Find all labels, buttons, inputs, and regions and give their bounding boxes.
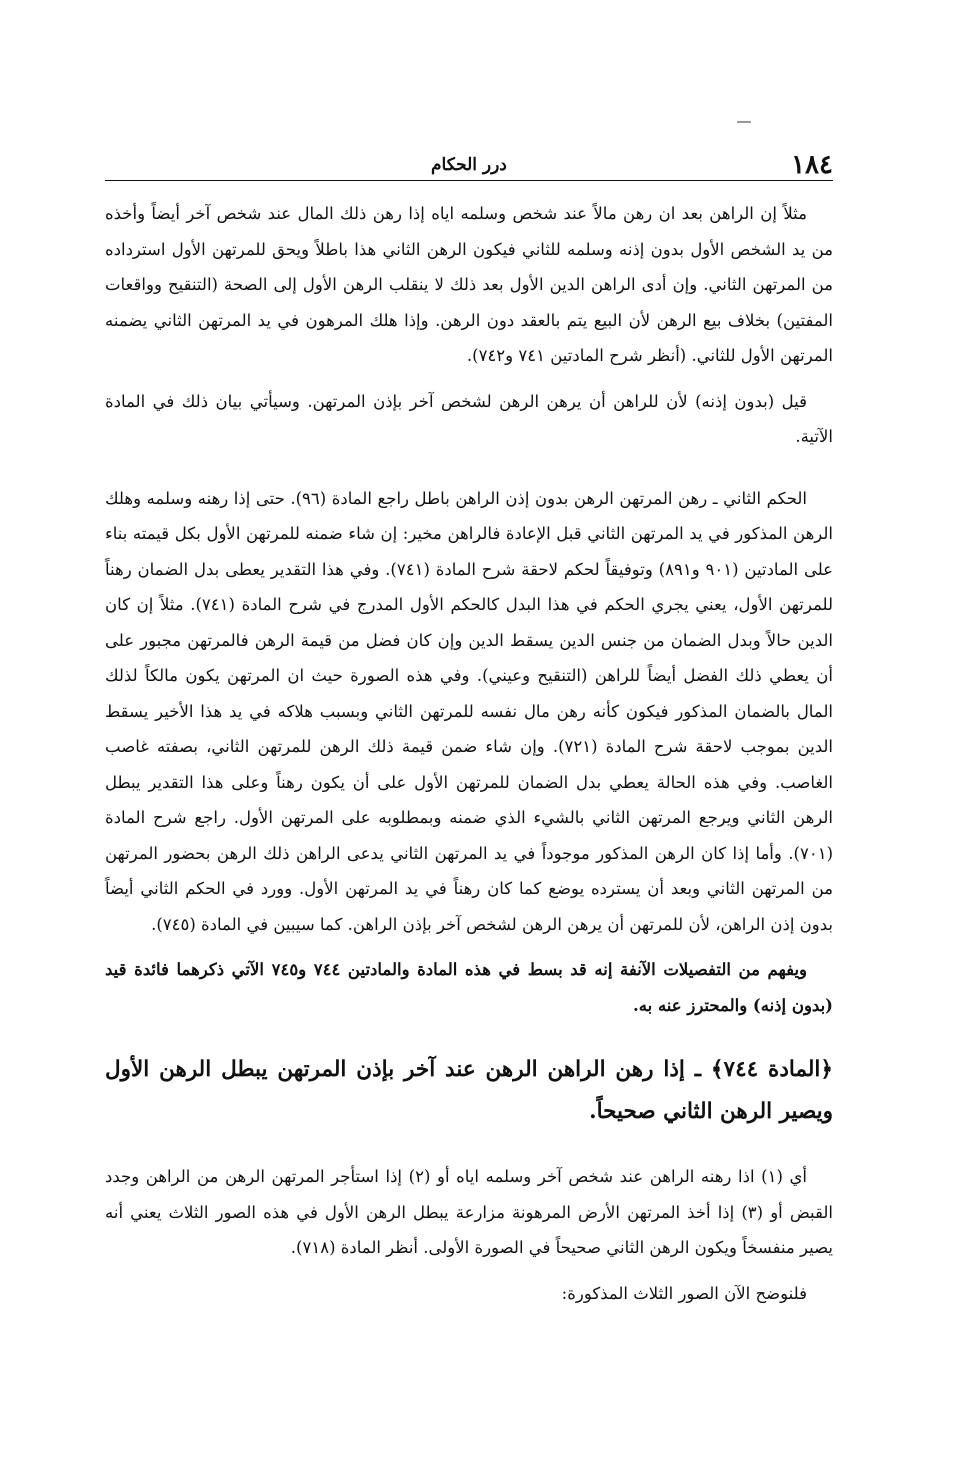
running-title: درر الحكام: [431, 155, 507, 175]
paragraph-note: قيل (بدون إذنه) لأن للراهن أن يرهن الرهن لشخص آخر بإذن المرتهن. وسيأتي بيان ذلك في المادة الآتية.: [105, 391, 833, 446]
scan-mark: [737, 121, 751, 123]
page-body: [105, 196, 833, 1311]
page-number: ١٨٤: [791, 150, 833, 180]
paragraph-example: مثلاً إن الراهن بعد ان رهن مالاً عند شخص وسلمه اياه إذا رهن ذلك المال عند شخص آخر أيضاً وأخذه من يد الشخص الأول بدون إذنه وسلمه للثاني فيكون الرهن الثاني هذا باطلاً ويحق للمرتهن الأول استرداده من المرتهن الثاني. وإن أدى الراهن الدين الأول بعد ذلك لا ينقلب الرهن الأول إلى الصحة (التنقيح وواقعات المفتين) بخلاف بيع الرهن لأن البيع يتم بالعقد دون الرهن. وإذا هلك المرهون في يد المرتهن الثاني يضمنه المرتهن الأول للثاني. (أنظر شرح المادتين ٧٤١ و٧٤٢).: [105, 204, 833, 365]
paragraph-conclusion: ويفهم من التفصيلات الآنفة إنه قد بسط في هذه المادة والمادتين ٧٤٤ و٧٤٥ الآتي ذكرهما فائدة قيد (بدون إذنه) والمحترز عنه به.: [105, 960, 833, 1015]
page-header: [105, 150, 833, 181]
paragraph-second-ruling: الحكم الثاني ـ رهن المرتهن الرهن بدون إذن الراهن باطل راجع المادة (٩٦). حتى إذا رهنه وسلمه وهلك الرهن المذكور في يد المرتهن الثاني قبل الإعادة فالراهن مخير: إن شاء ضمنه للمرتهن الأول بكل قيمته بناء على المادتين (٩٠١ و٨٩١) وتوفيقاً لحكم لاحقة شرح المادة (٧٤١). وفي هذا التقدير يعطى بدل الضمان رهناً للمرتهن الأول، يعني يجري الحكم في هذا البدل كالحكم الأول المدرج في شرح المادة (٧٤١). مثلاً إن كان الدين حالاً وبدل الضمان من جنس الدين يسقط الدين وإن كان فضل من قيمة الرهن فالمرتهن مجبور على أن يعطي ذلك الفضل أيضاً للراهن (التنقيح وعيني). وفي هذه الصورة حيث ان المرتهن يكون مالكاً لذلك المال بالضمان المذكور فيكون كأنه رهن مال نفسه للمرتهن الثاني وبسبب هلاكه في يد هذا الأخير يسقط الدين بموجب لاحقة شرح المادة (٧٢١). وإن شاء ضمن قيمة ذلك الرهن للمرتهن الثاني، بصفته غاصب الغاصب. وفي هذه الحالة يعطي بدل الضمان للمرتهن الأول على أن يكون رهناً وعلى هذا التقدير يبطل الرهن الثاني ويرجع المرتهن الثاني بالشيء الذي ضمنه وبمطلوبه على المرتهن الأول. راجع شرح المادة (٧٠١). وأما إذا كان الرهن المذكور موجوداً في يد المرتهن الثاني يدعى الراهن ذلك الرهن بحضور المرتهن من المرتهن الثاني وبعد أن يسترده يوضع كما كان رهناً في يد المرتهن الأول. وورد في الحكم الثاني أيضاً بدون إذن الراهن، لأن للمرتهن أن يرهن الرهن لشخص آخر بإذن الراهن. كما سيبين في المادة (٧٤٥).: [105, 488, 834, 934]
article-744: ﴿المادة ٧٤٤﴾ ـ إذا رهن الراهن الرهن عند آخر بإذن المرتهن يبطل الرهن الأول ويصير الرهن الثاني صحيحاً.: [105, 1057, 833, 1124]
commentary-paragraph: أي (١) اذا رهنه الراهن عند شخص آخر وسلمه اياه أو (٢) إذا استأجر المرتهن الرهن من الراهن وجدد القبض أو (٣) إذا أخذ المرتهن الأرض المرهونة مزارعة يبطل الرهن الأول في هذه الصور الثلاث يعني أنه يصير منفسخاً ويكون الرهن الثاني صحيحاً في الصورة الأولى. أنظر المادة (٧١٨).: [105, 1167, 833, 1257]
commentary-intro: فلنوضح الآن الصور الثلاث المذكورة:: [561, 1283, 807, 1303]
